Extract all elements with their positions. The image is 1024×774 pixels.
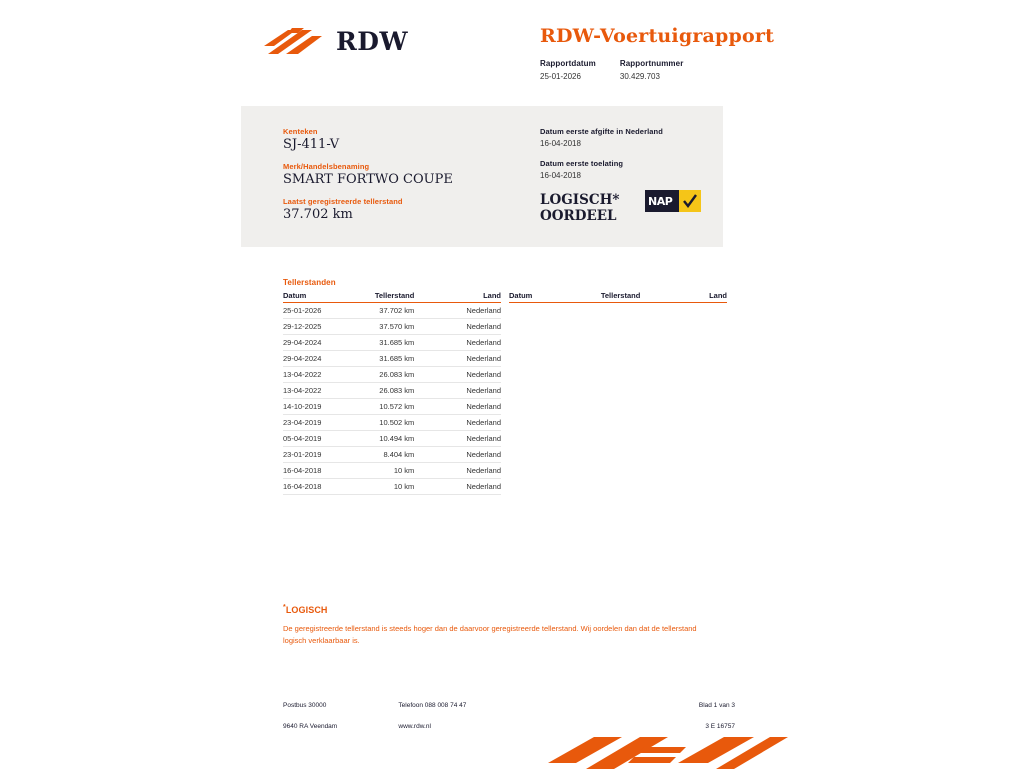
eerste-afgifte-value: 16-04-2018 (540, 139, 581, 148)
cell-land: Nederland (428, 399, 501, 415)
laatste-tellerstand-label: Laatst geregistreerde tellerstand (283, 197, 403, 206)
table-row (283, 415, 501, 431)
cell-tellerstand: 10 km (356, 479, 429, 495)
table-row (283, 479, 501, 495)
cell-datum: 23-04-2019 (283, 415, 356, 431)
report-meta (540, 58, 707, 83)
cell-tellerstand: 10.572 km (356, 399, 429, 415)
report-number-label: Rapportnummer (619, 59, 684, 68)
kenteken-label: Kenteken (283, 127, 318, 136)
cell-tellerstand: 10 km (356, 463, 429, 479)
report-number-value: 30.429.703 (619, 72, 660, 81)
footer-address-line-2: 9640 RA Veendam (283, 723, 338, 730)
col-header-datum: Datum (283, 291, 356, 303)
cell-datum: 25-01-2026 (283, 303, 356, 319)
odometer-table-left (283, 291, 501, 495)
footer-page-number: Blad 1 van 3 (698, 702, 735, 709)
cell-datum: 14-10-2019 (283, 399, 356, 415)
footnote-section (283, 604, 713, 647)
cell-datum: 13-04-2022 (283, 367, 356, 383)
cell-datum: 29-04-2024 (283, 351, 356, 367)
cell-land: Nederland (428, 447, 501, 463)
table-row (283, 447, 501, 463)
report-date-label: Rapportdatum (540, 59, 596, 68)
verdict-line-1: LOGISCH* (540, 192, 620, 208)
laatste-tellerstand-value: 37.702 km (283, 207, 353, 222)
footnote-star: * (283, 604, 286, 611)
footer-website[interactable]: www.rdw.nl (398, 723, 431, 730)
col-header-datum-2: Datum (509, 291, 582, 303)
cell-land: Nederland (428, 415, 501, 431)
cell-datum: 13-04-2022 (283, 383, 356, 399)
odometer-readings-section (283, 278, 735, 495)
cell-tellerstand: 10.502 km (356, 415, 429, 431)
nap-badge (645, 190, 701, 212)
footer-phone: Telefoon 088 008 74 47 (398, 702, 467, 709)
cell-datum: 29-04-2024 (283, 335, 356, 351)
table-row (283, 335, 501, 351)
cell-tellerstand: 31.685 km (356, 351, 429, 367)
verdict-line-2: OORDEEL (540, 208, 617, 224)
table-row (283, 399, 501, 415)
nap-badge-text: NAP (648, 194, 673, 208)
cell-land: Nederland (428, 303, 501, 319)
verdict-block (540, 192, 619, 224)
summary-left-column (283, 118, 513, 223)
document-footer (283, 700, 735, 733)
footnote-title-text: LOGISCH (285, 605, 328, 615)
table-row (283, 351, 501, 367)
cell-land: Nederland (428, 351, 501, 367)
odometer-table-right (509, 291, 727, 495)
merk-value: SMART FORTWO COUPE (283, 172, 453, 187)
cell-tellerstand: 8.404 km (356, 447, 429, 463)
eerste-toelating-label: Datum eerste toelating (540, 159, 624, 168)
cell-land: Nederland (428, 335, 501, 351)
cell-land: Nederland (428, 479, 501, 495)
cell-land: Nederland (428, 383, 501, 399)
table-header-row (509, 291, 727, 303)
bottom-chevron-graphic (548, 735, 788, 769)
odometer-section-title: Tellerstanden (283, 278, 336, 287)
document-header (0, 0, 1024, 100)
footer-document-code: 3 E 16757 (705, 723, 735, 730)
cell-tellerstand: 37.570 km (356, 319, 429, 335)
cell-tellerstand: 31.685 km (356, 335, 429, 351)
eerste-afgifte-label: Datum eerste afgifte in Nederland (540, 127, 663, 136)
table-row (283, 431, 501, 447)
report-date-block (540, 58, 596, 83)
cell-tellerstand: 10.494 km (356, 431, 429, 447)
rdw-chevron-logo-icon (262, 24, 326, 58)
cell-datum: 05-04-2019 (283, 431, 356, 447)
merk-label: Merk/Handelsbenaming (283, 162, 370, 171)
cell-datum: 29-12-2025 (283, 319, 356, 335)
cell-tellerstand: 26.083 km (356, 383, 429, 399)
col-header-land-2: Land (654, 291, 727, 303)
check-mark-icon (682, 193, 698, 209)
report-date-value: 25-01-2026 (540, 72, 581, 81)
rdw-logo-text: RDW (336, 26, 409, 56)
table-row (283, 319, 501, 335)
report-title: RDW-Voertuigrapport (540, 25, 775, 47)
footnote-title (283, 604, 713, 615)
footer-address-line-1: Postbus 30000 (283, 702, 327, 709)
cell-datum: 23-01-2019 (283, 447, 356, 463)
col-header-land: Land (428, 291, 501, 303)
eerste-toelating-value: 16-04-2018 (540, 171, 581, 180)
table-row (283, 303, 501, 319)
rdw-logo (262, 24, 408, 58)
kenteken-value: SJ-411-V (283, 137, 340, 152)
cell-land: Nederland (428, 431, 501, 447)
summary-right-column (540, 118, 720, 182)
table-row (283, 463, 501, 479)
cell-datum: 16-04-2018 (283, 479, 356, 495)
cell-tellerstand: 37.702 km (356, 303, 429, 319)
table-row (283, 367, 501, 383)
cell-land: Nederland (428, 319, 501, 335)
cell-datum: 16-04-2018 (283, 463, 356, 479)
vehicle-summary-panel (241, 106, 723, 247)
cell-land: Nederland (428, 463, 501, 479)
footnote-body: De geregistreerde tellerstand is steeds hoger dan de daarvoor geregistreerde tellerstand. Wij oordelen dan dat de tellerstand logisch verklaarbaar is. (283, 624, 697, 645)
cell-land: Nederland (428, 367, 501, 383)
table-row (283, 383, 501, 399)
col-header-tellerstand: Tellerstand (356, 291, 429, 303)
report-number-block (620, 58, 684, 83)
table-header-row (283, 291, 501, 303)
cell-tellerstand: 26.083 km (356, 367, 429, 383)
col-header-tellerstand-2: Tellerstand (582, 291, 655, 303)
